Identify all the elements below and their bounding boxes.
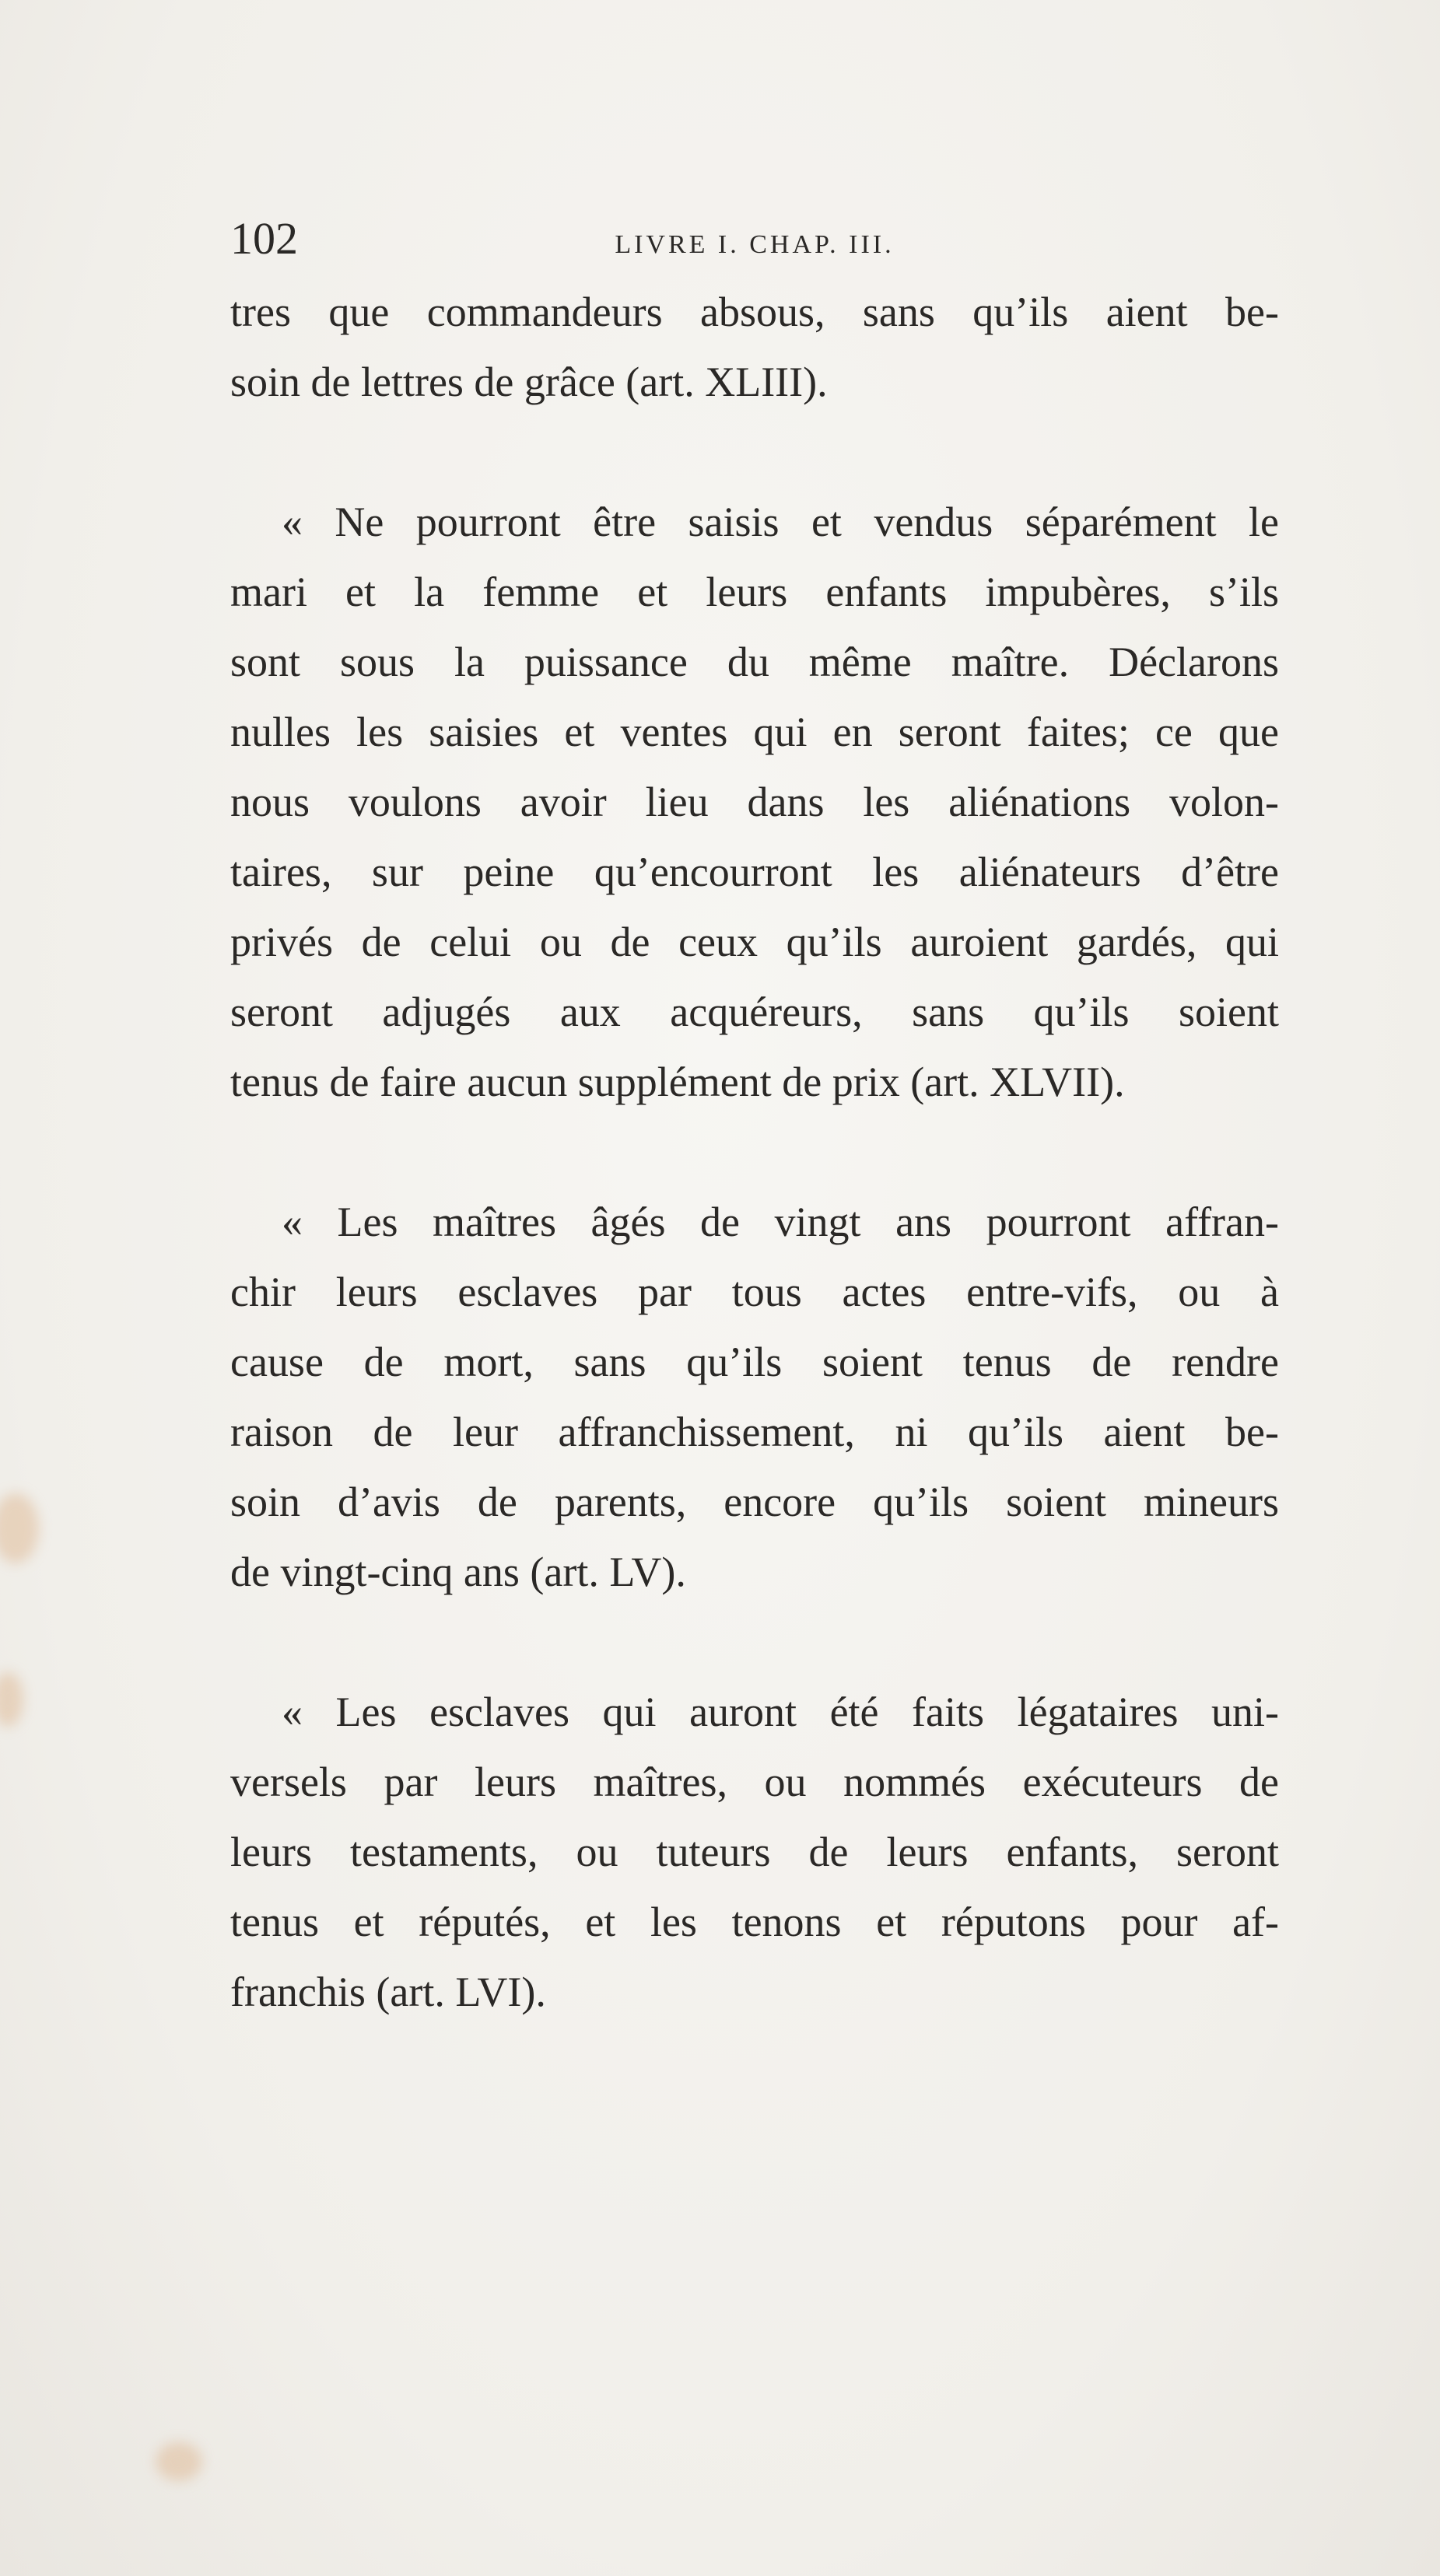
text-line: seront adjugés aux acquéreurs, sans qu’ils soient [230, 989, 1279, 1035]
page-header [230, 212, 1279, 266]
text-line: chir leurs esclaves par tous actes entre-vifs, ou à [230, 1269, 1279, 1315]
text-line: mari et la femme et leurs enfants impubères, s’ils [230, 569, 1279, 615]
text-line: raison de leur affranchissement, ni qu’ils aient be- [230, 1409, 1279, 1455]
paragraph [230, 1187, 1279, 1607]
text-line: de vingt-cinq ans (art. LV). [230, 1549, 686, 1595]
text-line: nous voulons avoir lieu dans les aliénations volon- [230, 779, 1279, 825]
text-line: soin de lettres de grâce (art. XLIII). [230, 359, 828, 405]
text-line: « Les maîtres âgés de vingt ans pourront affran- [282, 1199, 1279, 1245]
text-line: franchis (art. LVI). [230, 1969, 546, 2015]
text-line: « Ne pourront être saisis et vendus séparément le [282, 499, 1279, 545]
page-body [230, 277, 1279, 2097]
text-line: privés de celui ou de ceux qu’ils auroient gardés, qui [230, 919, 1279, 965]
paragraph [230, 487, 1279, 1117]
paper-stain [156, 2442, 202, 2481]
text-line: « Les esclaves qui auront été faits légataires uni- [282, 1689, 1279, 1735]
paragraph [230, 1677, 1279, 2027]
paper-stain [0, 1672, 23, 1727]
text-line: versels par leurs maîtres, ou nommés exécuteurs de [230, 1759, 1279, 1805]
text-line: leurs testaments, ou tuteurs de leurs enfants, seront [230, 1829, 1279, 1875]
paragraph [230, 277, 1279, 417]
text-line: tenus et réputés, et les tenons et réputons pour af- [230, 1899, 1279, 1945]
text-line: soin d’avis de parents, encore qu’ils soient mineurs [230, 1479, 1279, 1525]
text-line: tres que commandeurs absous, sans qu’ils aient be- [230, 289, 1279, 335]
paper-stain [0, 1493, 39, 1563]
text-line: cause de mort, sans qu’ils soient tenus de rendre [230, 1339, 1279, 1385]
text-line: tenus de faire aucun supplément de prix (art. XLVII). [230, 1059, 1125, 1105]
text-line: taires, sur peine qu’encourront les aliénateurs d’être [230, 849, 1279, 895]
page-number: 102 [230, 213, 298, 264]
text-line: nulles les saisies et ventes qui en seront faites; ce que [230, 709, 1279, 755]
text-line: sont sous la puissance du même maître. Déclarons [230, 639, 1279, 685]
running-title: LIVRE I. CHAP. III. [615, 230, 895, 259]
